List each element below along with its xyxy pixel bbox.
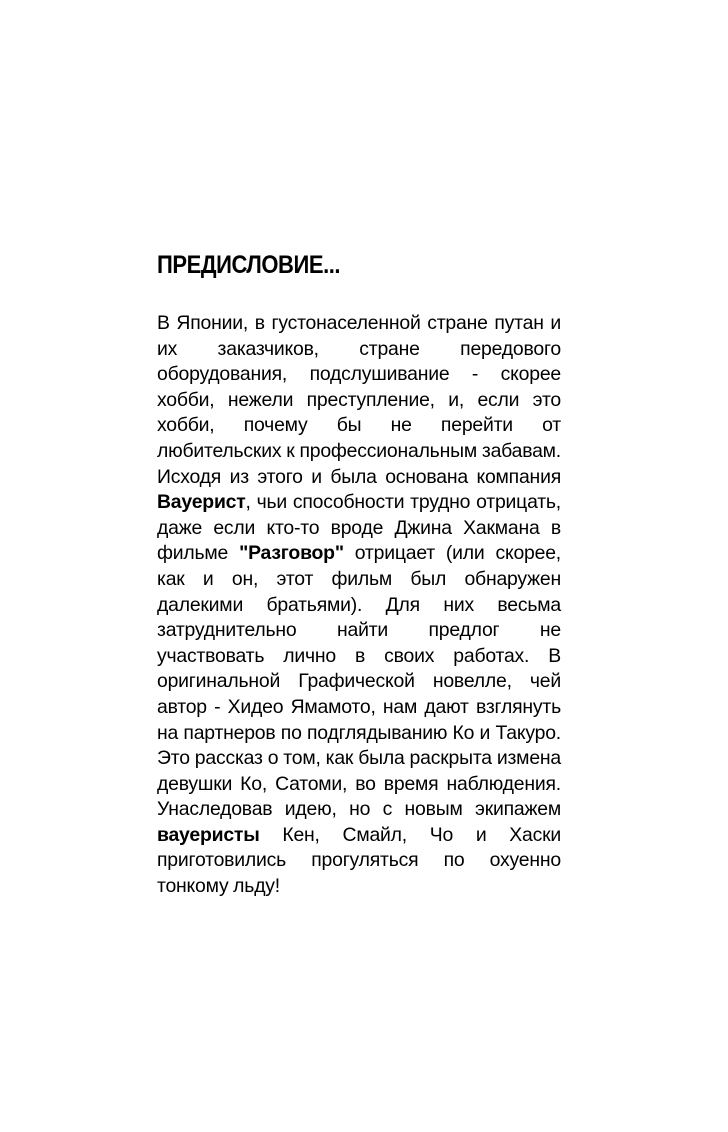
- bold-term-voyeurist: Вауерист: [157, 491, 246, 514]
- paragraph-text-4: Кен, Смайл, Чо и Хаски приготовились прогуляться по охуенно тонкому льду!: [157, 823, 561, 898]
- paragraph-text-3: отрицает (или скорее, как и он, этот фильм был обнаружен далекими братьями). Для них весьма затруднительно найти предлог не участвовать лично в своих работах. В оригинальной Графической новелле, чей автор - Хидео Ямамото, нам дают взглянуть на партнеров по подглядыванию Ко и Такуро. Это рассказ о том, как была раскрыта измена девушки Ко, Сатоми, во время наблюдения. Унаследовав идею, но с новым экипажем: [157, 542, 561, 821]
- preface-section: [157, 250, 561, 919]
- paragraph-text-2: , чьи способности трудно отрицать, даже если кто-то вроде Джина Хакмана в фильме: [157, 491, 561, 565]
- preface-heading: ПРЕДИСЛОВИЕ...: [157, 251, 341, 279]
- bold-film-title: "Разговор": [239, 542, 344, 565]
- bold-term-voyeurists: вауеристы: [157, 823, 260, 846]
- preface-paragraph: [157, 311, 561, 900]
- paragraph-text-1: В Японии, в густонаселенной стране путан и их заказчиков, стране передового оборудования, подслушивание - скорее хобби, нежели преступление, и, если это хобби, почему бы не перейти от любительских к профессиональным забавам. Исходя из этого и была основана компания: [157, 312, 561, 488]
